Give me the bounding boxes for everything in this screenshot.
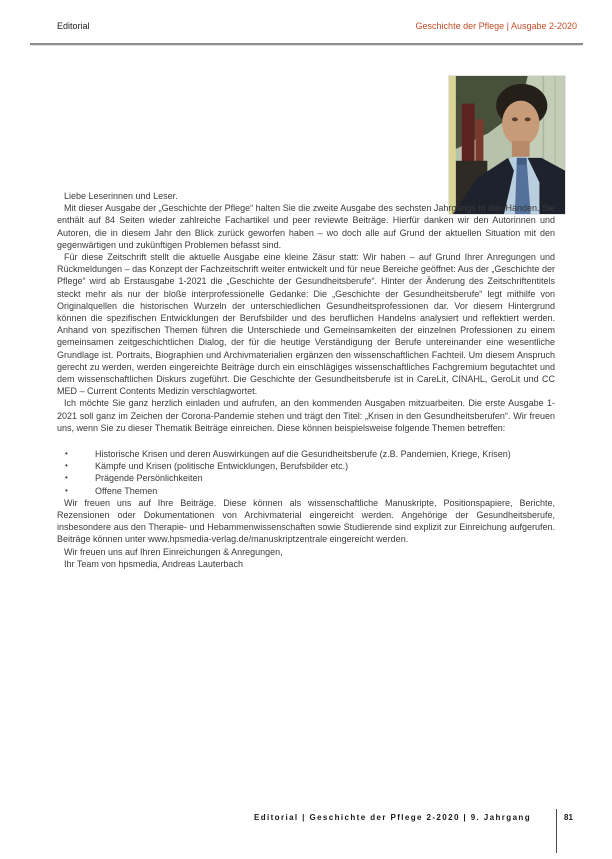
signature-line: Ihr Team von hpsmedia, Andreas Lauterbach xyxy=(64,558,243,569)
header-section-label: Editorial xyxy=(57,21,90,31)
bullet-marker: • xyxy=(65,485,68,495)
bullet-item-personalities xyxy=(57,472,555,484)
editorial-paragraph-3: Ich möchte Sie ganz herzlich einladen und aufrufen, an den kommenden Ausgaben mitzuarbeiten. Die erste Ausgabe 1-2021 soll ganz im Zeichen der Corona-Pandemie stehen und trägt den Titel: „Krisen in den Gesundheitsberufen“. Wir freuen uns, wenn Sie zu dieser Thematik Beiträge einreichen. Diese können beispielsweise folgende Themen betreffen: xyxy=(57,398,555,433)
bullet-item-label: Historische Krisen und deren Auswirkungen auf die Gesundheitsberufe (z.B. Pandemien, Kriege, Krisen) xyxy=(95,449,511,460)
editorial-paragraph-1: Mit dieser Ausgabe der „Geschichte der Pflege“ halten Sie die zweite Ausgabe des sechsten Jahrgangs in den Händen. Sie enthält auf 84 Seiten wieder zahlreiche Fachartikel und peer reviewte Beiträge. Hierfür danken wir den Autorinnen und Autoren, die in diesem Jahr den Blick zurück geworfen haben – wo doch alle auf Grund der aktuellen Situation mit den gegenwärtigen und zukünftigen Problemen befasst sind. xyxy=(57,203,555,250)
editorial-paragraph-2: Für diese Zeitschrift stellt die aktuelle Ausgabe eine kleine Zäsur statt: Wir haben – auf Grund Ihrer Anregungen und Rückmeldungen – das Konzept der Fachzeitschrift weiter entwickelt und für neue Bereiche geöffnet: Aus der „Geschichte der Pflege“ wird ab Erstausgabe 1-2021 die „Geschichte der Gesundheitsberufe“. Hinter der Änderung des Zeitschriftentitels steckt mehr als nur der bloße interprofessionelle Gedanke: Die „Geschichte der Gesundheitsberufe“ legt mithilfe von Originalquellen die historischen Wurzeln der unterschiedlichen Gesundheitsprofessionen dar. Vor diesem Hintergrund können die spezifischen Entwicklungen der Berufsbilder und des beruflichen Handelns analysiert und reflektiert werden. Anhand von spezifischen Themen führen die Unterschiede und Gemeinsamkeiten der einzelnen Professionen zu einem gemeinsamen zeitgeschichtlichen Dialog, der für die heutige Verständigung der Berufe untereinander eine wesentliche Grundlage ist. Portraits, Biographien und Archivmaterialien ergänzen den wissenschaftlichen Fachteil. Um diesem Anspruch gerecht zu werden, werden eingereichte Beiträge durch ein einschlägiges wissenschaftliches Fachgremium begutachtet und dem wissenschaftlichen Diskurs zugeführt. Die Geschichte der Gesundheitsberufe ist in CareLit, CINAHL, GeroLit und CC MED – Current Contents Medizin verschlagwortet. xyxy=(57,252,555,397)
bullet-item-label: Prägende Persönlichkeiten xyxy=(95,473,203,484)
submissions-paragraph: Wir freuen uns auf Ihre Beiträge. Diese können als wissenschaftliche Manuskripte, Positionspapiere, Berichte, Rezensionen oder Dokumentationen von Archivmaterial eingereicht werden. Angehörige der Gesundheitsberufe, insbesondere aus den Therapie- und Hebammenwissenschaften sowie Studierende sind explizit zur Einreichung aufgerufen. Beiträge können unter www.hpsmedia-verlag.de/manuskriptzentrale eingereicht werden. xyxy=(57,497,555,545)
closing-line: Wir freuen uns auf Ihren Einreichungen & Anregungen, xyxy=(64,546,283,557)
bullet-item-open-topics xyxy=(57,485,555,497)
journal-title-label: Geschichte der Pflege | Ausgabe 2-2020 xyxy=(415,21,577,31)
bullet-item-struggles-crises xyxy=(57,460,555,472)
bullet-item-label: Offene Themen xyxy=(95,485,158,496)
bullet-item-label: Kämpfe und Krisen (politische Entwicklungen, Berufsbilder etc.) xyxy=(95,461,349,472)
bullet-marker: • xyxy=(65,449,68,459)
footer-text: Editorial | Geschichte der Pflege 2-2020 | 9. Jahrgang xyxy=(253,813,531,822)
greeting-text: Liebe Leserinnen und Leser. xyxy=(64,191,178,201)
bullet-marker: • xyxy=(65,461,68,471)
header-divider xyxy=(30,43,583,46)
page-header xyxy=(57,21,577,31)
bullet-marker: • xyxy=(65,473,68,483)
topics-bullet-list xyxy=(57,448,555,497)
page-number: 81 xyxy=(564,813,573,822)
footer-divider xyxy=(556,809,557,853)
editorial-body xyxy=(57,190,555,570)
bullet-item-historical-crises xyxy=(57,448,555,460)
